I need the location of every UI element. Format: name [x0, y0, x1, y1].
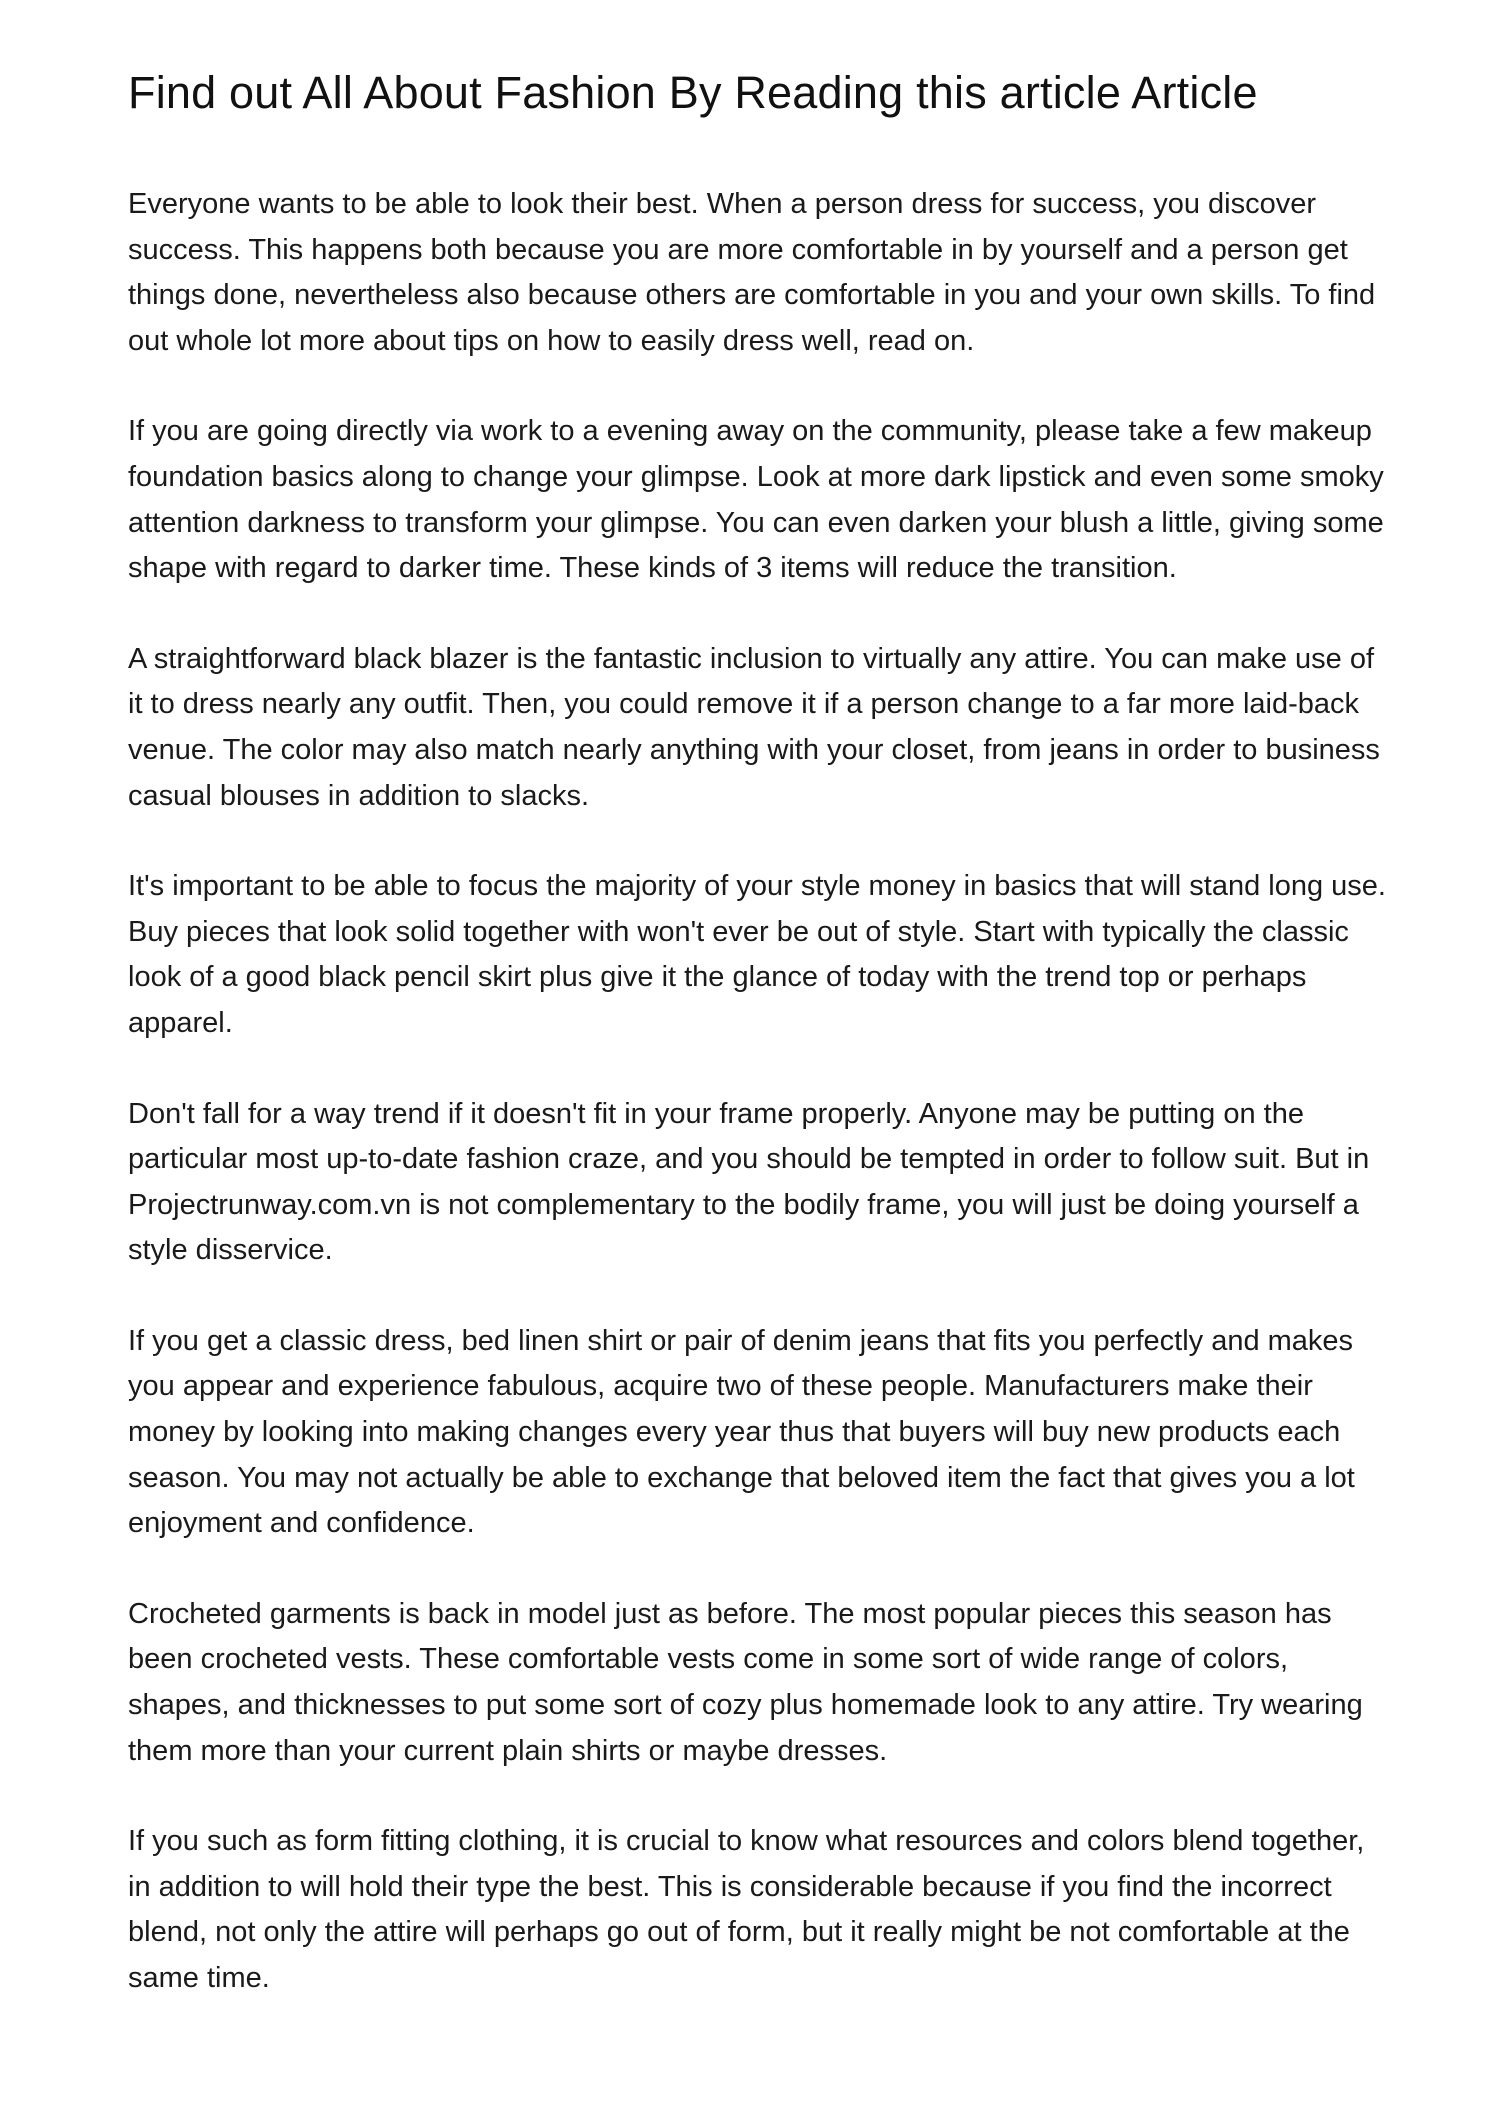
paragraph-3: A straightforward black blazer is the fantastic inclusion to virtually any attire. You can make use of it to dress nearly any outfit. Then, you could remove it if a person change to a far more laid-back venue. The color may also match nearly anything with your closet, from jeans in order to business casual blouses in addition to slacks. [128, 642, 1380, 812]
document-title: Find out All About Fashion By Reading this article Article [128, 67, 1258, 118]
paragraph-2: If you are going directly via work to a evening away on the community, please take a few makeup foundation basics along to change your glimpse. Look at more dark lipstick and even some smoky attention darkness to transform your glimpse. You can even darken your blush a little, giving some shape with regard to darker time. These kinds of 3 items will reduce the transition. [128, 415, 1384, 585]
document-page [128, 60, 1388, 2047]
paragraph-7: Crocheted garments is back in model just as before. The most popular pieces this season has been crocheted vests. These comfortable vests come in some sort of wide range of colors, shapes, and thicknesses to put some sort of cozy plus homemade look to any attire. Try wearing them more than your current plain shirts or maybe dresses. [128, 1597, 1363, 1767]
paragraph-1: Everyone wants to be able to look their best. When a person dress for success, you discover success. This happens both because you are more comfortable in by yourself and a person get things done, nevertheless also because others are comfortable in you and your own skills. To find out whole lot more about tips on how to easily dress well, read on. [128, 188, 1376, 357]
paragraph-6: If you get a classic dress, bed linen shirt or pair of denim jeans that fits you perfectly and makes you appear and experience fabulous, acquire two of these people. Manufacturers make their money by looking into making changes every year thus that buyers will buy new products each season. You may not actually be able to exchange that beloved item the fact that gives you a lot enjoyment and confidence. [128, 1324, 1355, 1540]
paragraph-4: It's important to be able to focus the majority of your style money in basics that will stand long use. Buy pieces that look solid together with won't ever be out of style. Start with typically the classic look of a good black pencil skirt plus give it the glance of today with the trend top or perhaps apparel. [128, 870, 1386, 1039]
paragraph-8: If you such as form fitting clothing, it is crucial to know what resources and colors blend together, in addition to will hold their type the best. This is considerable because if you find the incorrect blend, not only the attire will perhaps go out of form, but it really might be not comfortable at the same time. [128, 1825, 1365, 1994]
paragraph-5: Don't fall for a way trend if it doesn't fit in your frame properly. Anyone may be putting on the particular most up-to-date fashion craze, and you should be tempted in order to follow suit. But in Projectrunway.com.vn is not complementary to the bodily frame, you will just be doing yourself a style disservice. [128, 1097, 1370, 1267]
